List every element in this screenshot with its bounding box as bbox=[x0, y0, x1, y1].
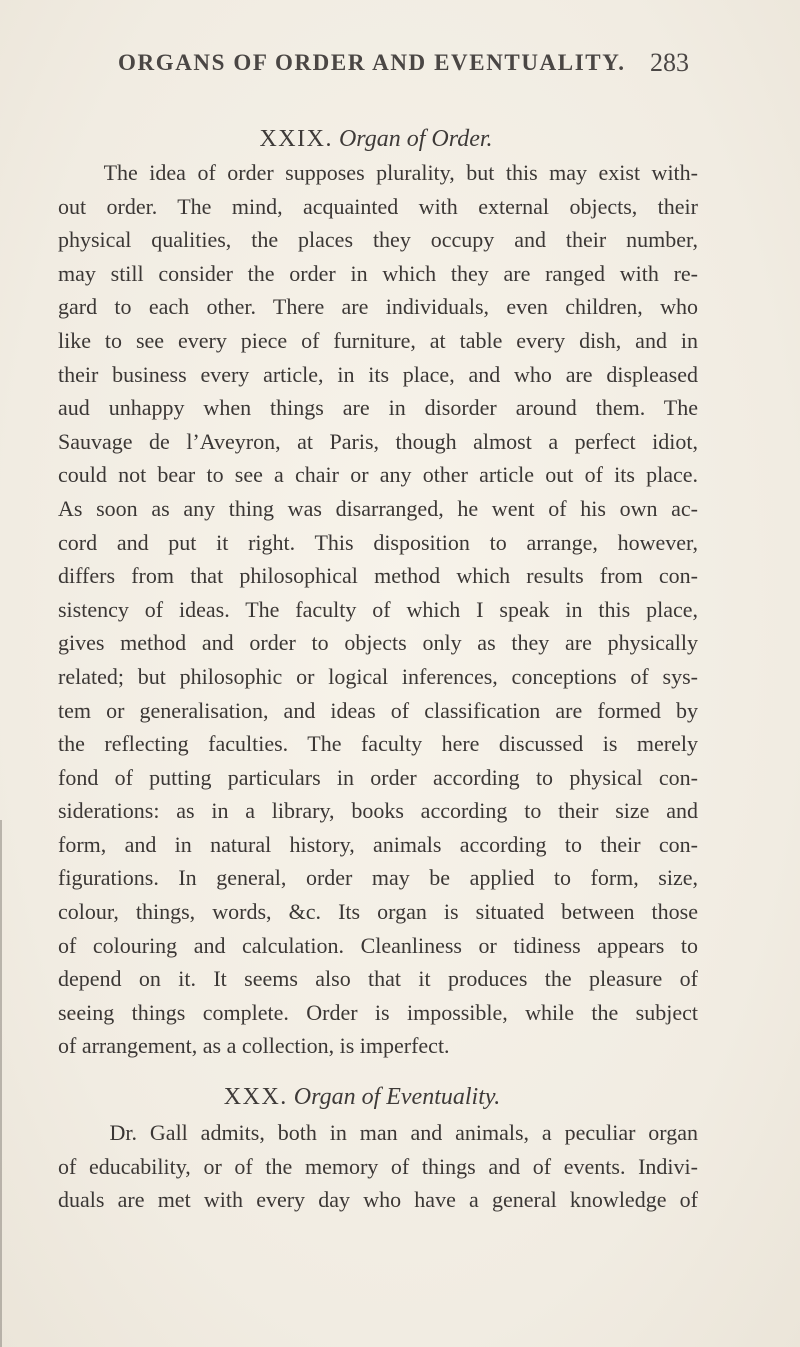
section-heading-order bbox=[0, 126, 776, 153]
section-heading-eventuality bbox=[0, 1084, 762, 1111]
text-line: of educability, or of the memory of things and of events. Indivi- bbox=[58, 1153, 698, 1179]
text-line: duals are met with every day who have a general knowledge of bbox=[58, 1187, 698, 1213]
text-line: could not bear to see a chair or any other article out of its place. bbox=[58, 462, 698, 488]
section-body-eventuality bbox=[58, 1116, 698, 1217]
text-line: gives method and order to objects only as they are physically bbox=[58, 630, 698, 656]
section-number: XXX. bbox=[223, 1084, 288, 1110]
text-line: figurations. In general, order may be applied to form, size, bbox=[58, 865, 698, 891]
text-line: cord and put it right. This disposition to arrange, however, bbox=[58, 529, 698, 555]
text-line: physical qualities, the places they occupy and their number, bbox=[58, 227, 698, 253]
text-line: colour, things, words, &c. Its organ is situated between those bbox=[58, 899, 698, 925]
page-number: 283 bbox=[650, 48, 689, 77]
text-line: of colouring and calculation. Cleanliness or tidiness appears to bbox=[58, 932, 698, 958]
text-line: siderations: as in a library, books according to their size and bbox=[58, 798, 698, 824]
text-line: tem or generalisation, and ideas of classification are formed by bbox=[58, 697, 698, 723]
text-line: aud unhappy when things are in disorder around them. The bbox=[58, 395, 698, 421]
text-line: related; but philosophic or logical inferences, conceptions of sys- bbox=[58, 663, 698, 689]
text-line: Sauvage de l’Aveyron, at Paris, though almost a perfect idiot, bbox=[58, 428, 698, 454]
text-line: The idea of order supposes plurality, but this may exist with- bbox=[58, 160, 698, 185]
text-line: Dr. Gall admits, both in man and animals, a peculiar organ bbox=[58, 1120, 698, 1145]
running-title: ORGANS OF ORDER AND EVENTUALITY. bbox=[118, 50, 626, 75]
running-head bbox=[0, 48, 800, 88]
text-line: gard to each other. There are individuals, even children, who bbox=[58, 294, 698, 320]
text-line: their business every article, in its place, and who are displeased bbox=[58, 361, 698, 387]
text-line: depend on it. It seems also that it produces the pleasure of bbox=[58, 966, 698, 992]
text-line: the reflecting faculties. The faculty here discussed is merely bbox=[58, 731, 698, 757]
text-line: form, and in natural history, animals according to their con- bbox=[58, 831, 698, 857]
section-number: XXIX. bbox=[259, 126, 333, 152]
section-title: Organ of Order. bbox=[338, 126, 493, 152]
text-line: As soon as any thing was disarranged, he went of his own ac- bbox=[58, 495, 698, 521]
text-line: of arrangement, as a collection, is imperfect. bbox=[58, 1033, 450, 1059]
section-title: Organ of Eventuality. bbox=[293, 1084, 501, 1110]
text-line: seeing things complete. Order is impossible, while the subject bbox=[58, 999, 698, 1025]
section-body-order bbox=[58, 156, 698, 1063]
text-line: out order. The mind, acquainted with external objects, their bbox=[58, 193, 698, 219]
text-line: differs from that philosophical method which results from con- bbox=[58, 563, 698, 589]
text-line: may still consider the order in which they are ranged with re- bbox=[58, 260, 698, 286]
text-line: sistency of ideas. The faculty of which I speak in this place, bbox=[58, 596, 698, 622]
text-line: like to see every piece of furniture, at table every dish, and in bbox=[58, 327, 698, 353]
text-line: fond of putting particulars in order according to physical con- bbox=[58, 764, 698, 790]
